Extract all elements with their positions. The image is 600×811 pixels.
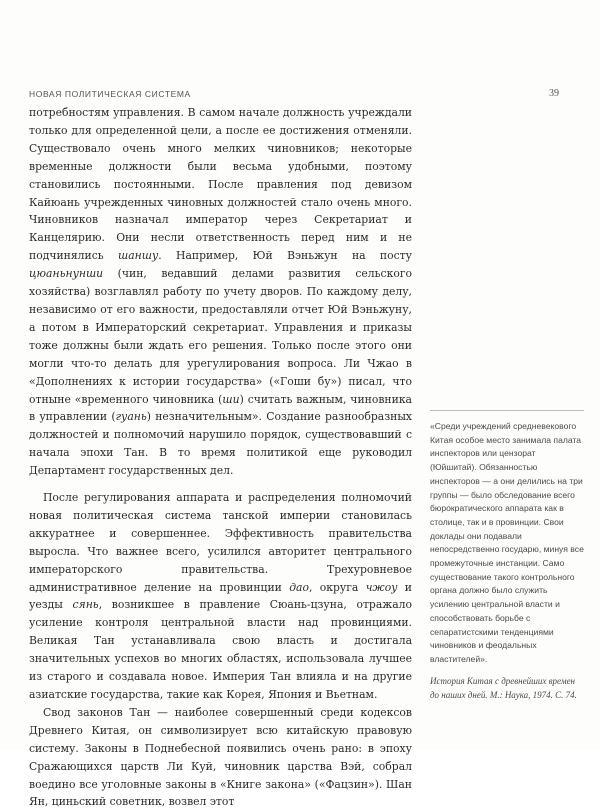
italic-term: шаншу [118, 249, 159, 263]
text-run: ) считать важным, чиновника в управлении ( [29, 392, 412, 424]
text-run: ) незначительным». Создание разнообразных должностей и полномочий нарушило порядок, существовавший с начала эпохи Тан. В то время политикой еще руководил Департамент государственных дел. [29, 410, 413, 478]
italic-term: сянь [72, 598, 99, 612]
text-run: (чин, ведавший делами развития сельского хозяйства) возглавлял работу по учету дворов. По каждому делу, независимо от его важности, предоставляли отчет Юй Вэньжуну, а потом в Императорский секретариат. Управления и приказы тоже должны были ждать его решения. Только после этого они могли что-то делать для урегулирования вопроса. Ли Чжао в «Дополнениях к истории государства» («Гоши бу») писал, что отныне «временного чиновника ( [29, 267, 412, 406]
sidebar-source: История Китая с древнейших времен до наших дней. М.: Наука, 1974. С. 74. [430, 675, 577, 700]
running-title: НОВАЯ ПОЛИТИЧЕСКАЯ СИСТЕМА [29, 89, 191, 99]
italic-term: цюаньнунши [29, 267, 104, 281]
sidebar-quote: «Среди учреждений средневекового Китая особое место занимала палата инспекторов или цензорат (Юйшитай). Обязанностью инспекторов — а они делились на три группы — было обследование всего бюрократического аппарата как в столице, так и в провинции. Свои доклады они подавали непосредственно государю, минуя все промежуточные инстанции. Само существование такого контрольного органа должно было служить усилению центральной власти и способствовать борьбе с сепаратистскими тенденциями чиновников и феодальных властителей». [430, 421, 584, 664]
paragraph [29, 704, 412, 811]
main-text-column [29, 104, 412, 811]
text-run: , округа [309, 580, 366, 594]
italic-term: ши [222, 392, 240, 406]
text-run: и уезды [29, 580, 412, 612]
italic-term: гуань [115, 410, 147, 424]
text-run: потребностям управления. В самом начале должность учреждали только для определенной цели, а после ее достижения отменяли. Существовало очень много мелких чиновников; некоторые временные должности были весьма удобными, поэтому становились постоянными. После правления под девизом Кайюань учрежденных чиновных должностей стало очень много. Чиновников назначал император через Секретариат и Канцелярию. Они несли ответственность перед ним и не подчинялись [29, 106, 412, 263]
paragraph [29, 489, 412, 704]
italic-term: дао [289, 580, 309, 594]
sidebar-note [430, 420, 584, 702]
text-run: . Например, Юй Вэньжун на посту [158, 249, 412, 263]
sidebar-divider [430, 410, 584, 411]
text-run: Свод законов Тан — наиболее совершенный среди кодексов Древнего Китая, он символизирует всю китайскую правовую систему. Законы в Поднебесной появились очень рано: в эпоху Сражающихся царств Ли Куй, чиновник царства Вэй, собрал воедино все уголовные законы в «Книге закона» («Фацзин»). Шан Ян, циньский советник, возвел этот [29, 705, 412, 809]
text-run: После регулирования аппарата и распределения полномочий новая политическая система танской империи становилась аккуратнее и совершеннее. Эффективность правительства выросла. Что важнее всего, усилился авторитет центрального императорского правительства. Трехуровневое административное деление на провинции [29, 491, 412, 594]
text-run: , возникшее в правление Сюань-цзуна, отражало усиление контроля центральной власти над провинциями. Великая Тан устанавливала свою власть и достигала значительных успехов во многих областях, использовала лучшее из старого и создавала новое. Империя Тан влияла и на другие азиатские государства, такие как Корея, Япония и Вьетнам. [29, 598, 412, 701]
italic-term: чжоу [365, 580, 398, 594]
page-number: 39 [549, 88, 559, 99]
paragraph [29, 104, 412, 480]
